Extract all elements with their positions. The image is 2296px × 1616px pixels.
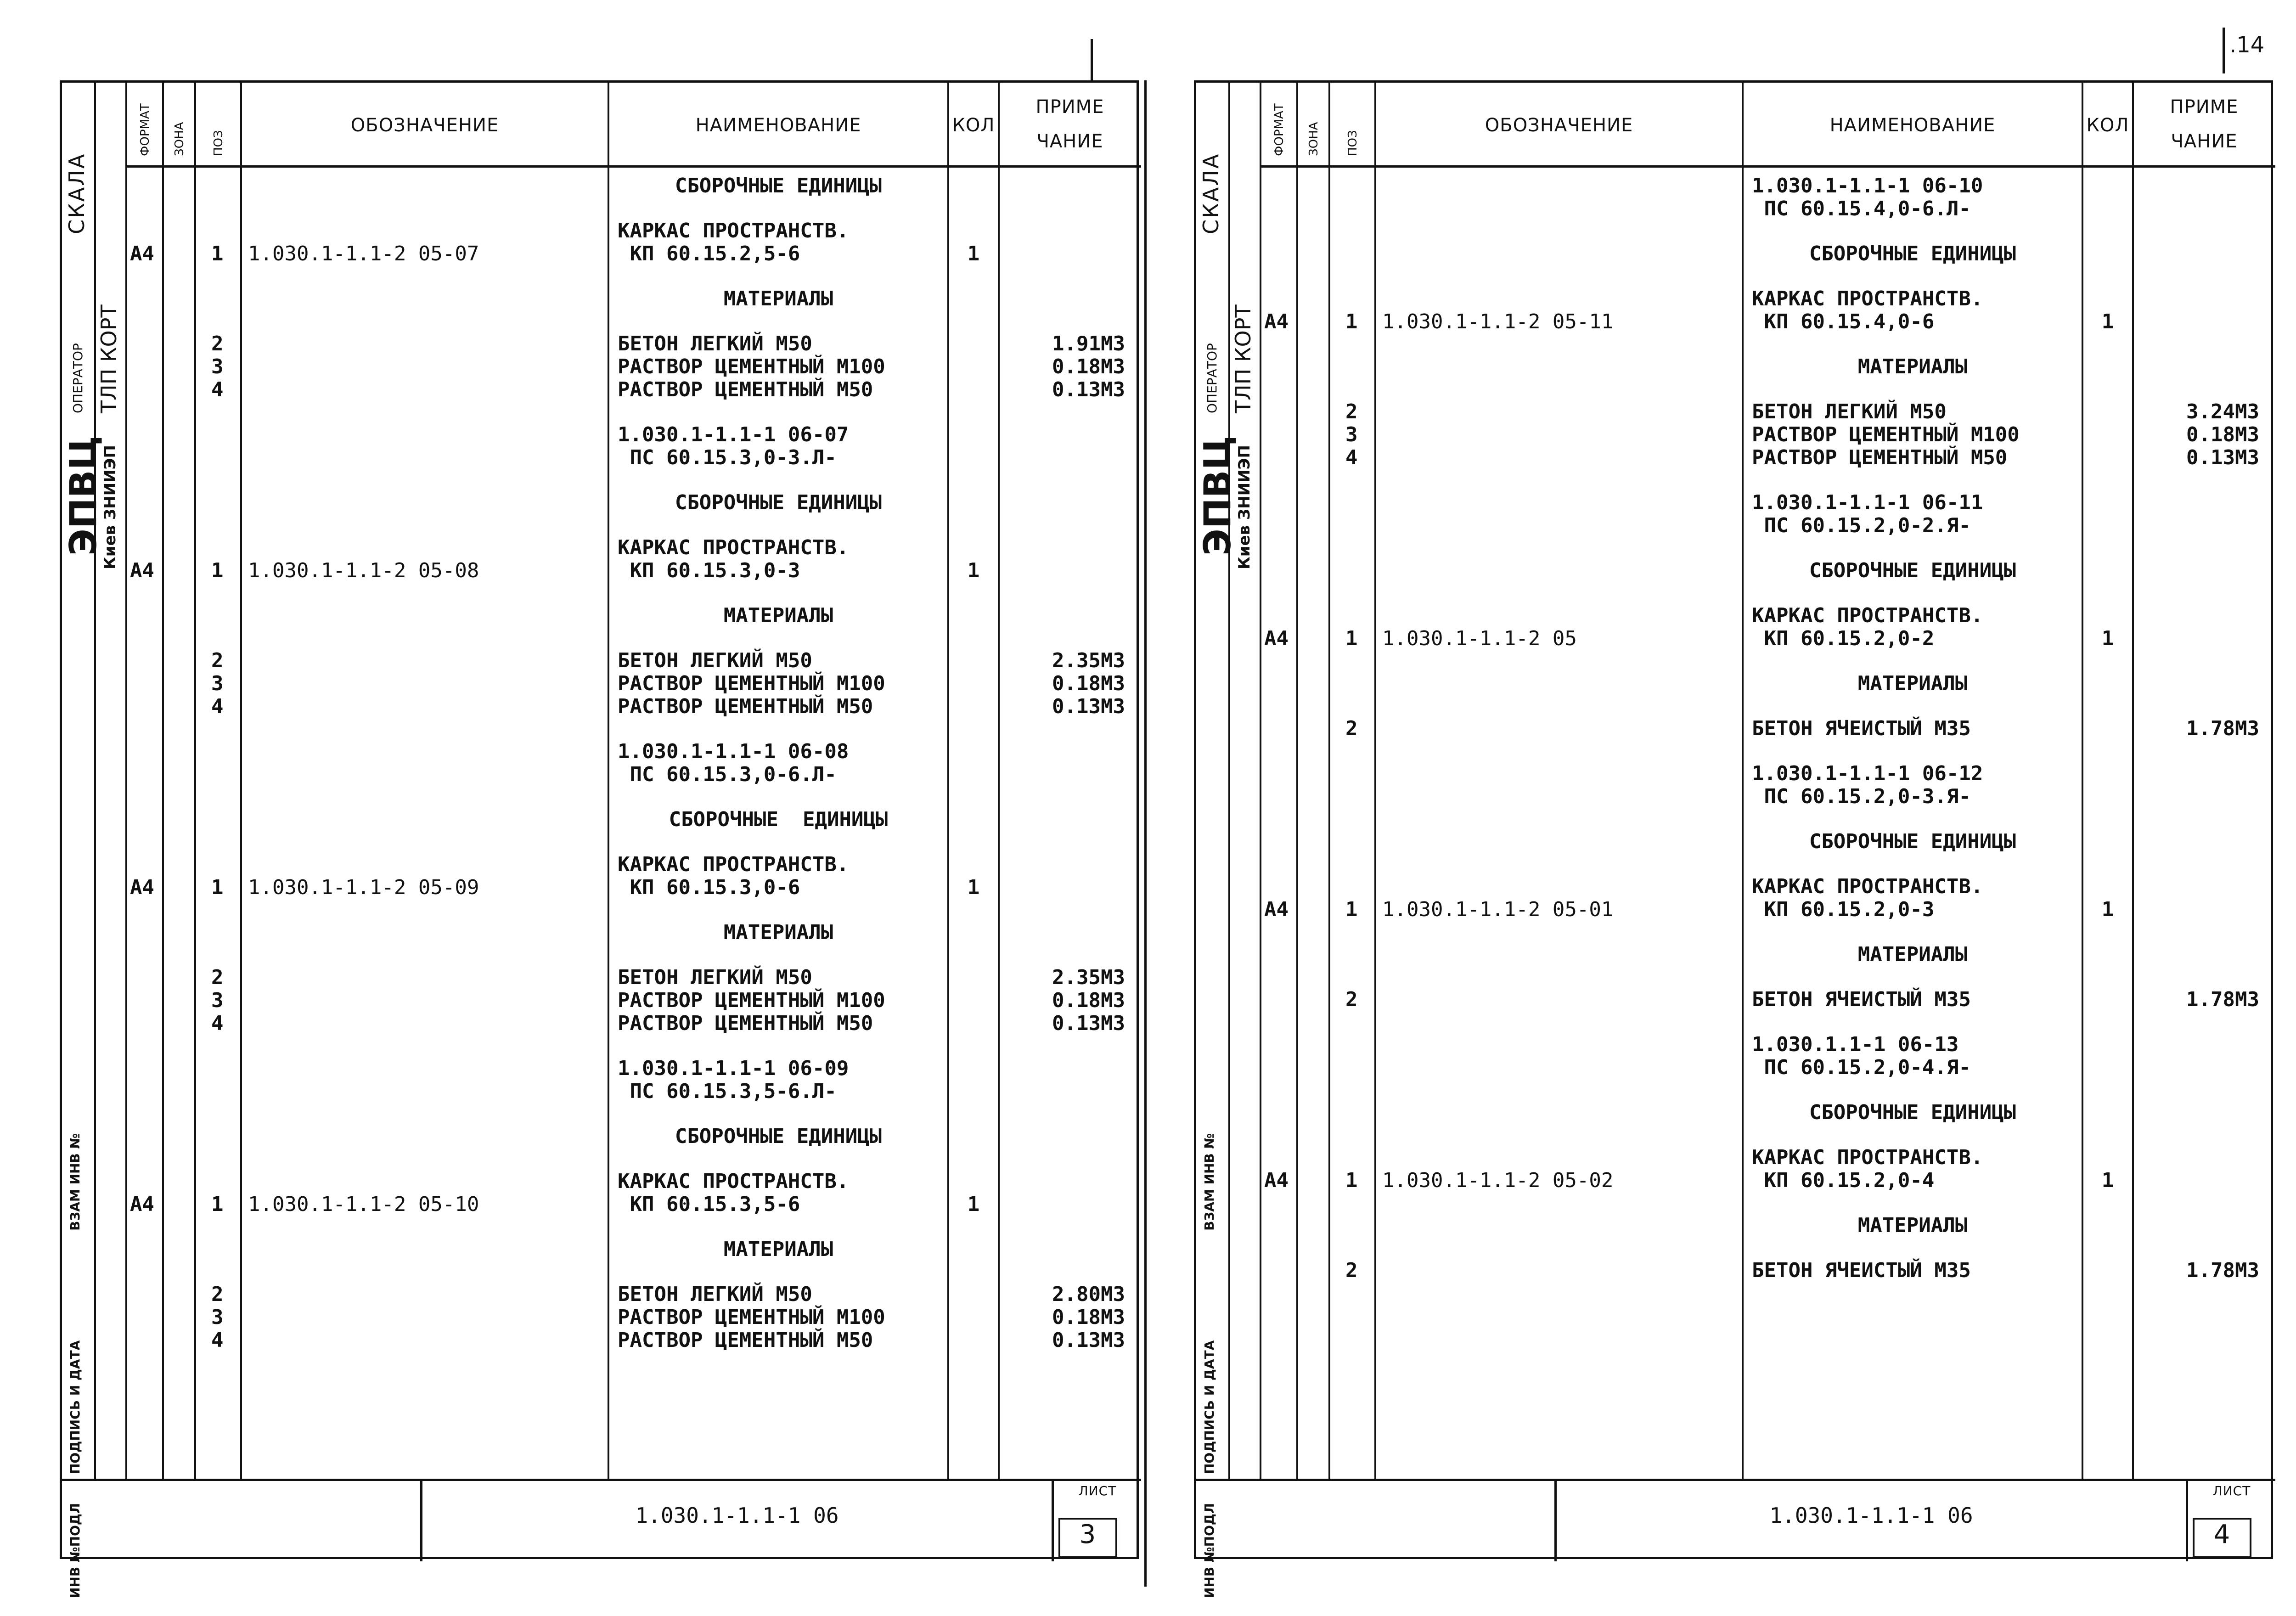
header-note-1: ПРИМЕ (1035, 96, 1104, 118)
cell-format: А4 (130, 876, 154, 899)
cell-format: А4 (130, 1193, 154, 1216)
section-heading: СБОРОЧНЫЕ ЕДИНИЦЫ (675, 1125, 882, 1148)
cell-pos: 1 (1345, 627, 1358, 650)
side-vzam: ВЗАМ ИНВ № (68, 1133, 83, 1231)
cell-note: 1.78М3 (2186, 717, 2259, 740)
cell-name: БЕТОН ЛЕГКИЙ М50 РАСТВОР ЦЕМЕНТНЫЙ М100 РАСТВОР ЦЕМЕНТНЫЙ М50 (1752, 400, 2020, 469)
cell-designation: 1.030.1-1.1-2 05-01 (1382, 898, 1614, 921)
side-podpis: ПОДПИСЬ И ДАТА (68, 1340, 83, 1474)
cell-name: БЕТОН ЯЧЕИСТЫЙ М35 (1752, 1259, 1971, 1282)
side-vzam: ВЗАМ ИНВ № (1202, 1133, 1217, 1231)
cell-pos: 2 3 4 (1345, 400, 1358, 469)
cell-name: 1.030.1-1.1-1 06-07 ПС 60.15.3,0-3.Л- (618, 423, 849, 469)
side-org: ЭПВЦ (1196, 436, 1239, 556)
side-inv: ИНВ №ПОДЛ (68, 1503, 83, 1598)
cell-name: КАРКАС ПРОСТРАНСТВ. КП 60.15.3,0-6 (618, 853, 849, 899)
cell-qty: 1 (967, 1193, 980, 1216)
cell-qty: 1 (967, 242, 980, 265)
cell-pos: 1 (211, 876, 224, 899)
side-skala: СКАЛА (1199, 152, 1223, 234)
column-rule (162, 83, 164, 1479)
footer-rule (62, 1479, 1141, 1481)
side-org: ЭПВЦ (62, 436, 105, 556)
cell-pos: 2 3 4 (211, 1283, 224, 1352)
cell-designation: 1.030.1-1.1-2 05-11 (1382, 310, 1614, 333)
cell-note: 1.78М3 (2186, 1259, 2259, 1282)
side-stamp-rule (94, 83, 96, 1479)
cell-format: А4 (130, 242, 154, 265)
side-skala: СКАЛА (64, 152, 89, 234)
header-note-1: ПРИМЕ (2170, 96, 2239, 118)
header-rule (1261, 165, 2275, 168)
cell-pos: 2 3 4 (211, 966, 224, 1035)
cell-designation: 1.030.1-1.1-2 05 (1382, 627, 1577, 650)
cell-name: 1.030.1-1.1-1 06-10 ПС 60.15.4,0-6.Л- (1752, 174, 1983, 220)
side-inv: ИНВ №ПОДЛ (1202, 1503, 1217, 1598)
side-stamp-rule (1228, 83, 1230, 1479)
column-rule (2132, 83, 2134, 1479)
cell-format: А4 (130, 559, 154, 582)
header-pos: ПОЗ (1346, 130, 1360, 156)
side-city: Киев ЗНИИЭП (1235, 445, 1254, 569)
section-heading: МАТЕРИАЛЫ (723, 604, 833, 627)
column-rule (1374, 83, 1376, 1479)
cell-pos: 2 (1345, 988, 1358, 1011)
cell-designation: 1.030.1-1.1-2 05-02 (1382, 1169, 1614, 1192)
header-format: ФОРМАТ (138, 103, 152, 156)
cell-qty: 1 (967, 559, 980, 582)
column-rule (1260, 83, 1261, 1479)
list-number: 4 (2193, 1518, 2251, 1558)
cell-name: КАРКАС ПРОСТРАНСТВ. КП 60.15.2,0-2 (1752, 604, 1983, 650)
cell-qty: 1 (967, 876, 980, 899)
cell-note: 3.24М3 0.18М3 0.13М3 (2186, 400, 2259, 469)
cell-note: 2.35М3 0.18М3 0.13М3 (1052, 649, 1125, 718)
page-number: .14 (2229, 32, 2265, 58)
section-heading: МАТЕРИАЛЫ (723, 1238, 833, 1261)
side-operator: ОПЕРАТОР (1204, 343, 1220, 413)
cell-name: КАРКАС ПРОСТРАНСТВ. КП 60.15.3,0-3 (618, 536, 849, 582)
cell-designation: 1.030.1-1.1-2 05-09 (248, 876, 479, 899)
cell-pos: 1 (211, 242, 224, 265)
document-code: 1.030.1-1.1-1 06 (1769, 1503, 1973, 1528)
cell-pos: 1 (1345, 1169, 1358, 1192)
cell-name: БЕТОН ЛЕГКИЙ М50 РАСТВОР ЦЕМЕНТНЫЙ М100 РАСТВОР ЦЕМЕНТНЫЙ М50 (618, 1283, 885, 1352)
header-designation: ОБОЗНАЧЕНИЕ (350, 115, 499, 136)
cell-pos: 2 (1345, 1259, 1358, 1282)
cell-format: А4 (1264, 898, 1289, 921)
cell-pos: 1 (1345, 310, 1358, 333)
cell-designation: 1.030.1-1.1-2 05-07 (248, 242, 479, 265)
column-rule (608, 83, 609, 1479)
cell-qty: 1 (2101, 627, 2114, 650)
section-heading: СБОРОЧНЫЕ ЕДИНИЦЫ (675, 491, 882, 514)
cell-name: БЕТОН ЛЕГКИЙ М50 РАСТВОР ЦЕМЕНТНЫЙ М100 РАСТВОР ЦЕМЕНТНЫЙ М50 (618, 649, 885, 718)
section-heading: СБОРОЧНЫЕ ЕДИНИЦЫ (675, 174, 882, 197)
side-tlp: ТЛП КОРТ (96, 304, 121, 413)
cell-name: 1.030.1-1.1-1 06-12 ПС 60.15.2,0-3.Я- (1752, 762, 1983, 808)
cell-pos: 2 (1345, 717, 1358, 740)
cell-designation: 1.030.1-1.1-2 05-08 (248, 559, 479, 582)
cell-pos: 1 (211, 1193, 224, 1216)
header-pos: ПОЗ (212, 130, 225, 156)
cell-note: 2.35М3 0.18М3 0.13М3 (1052, 966, 1125, 1035)
cell-name: КАРКАС ПРОСТРАНСТВ. КП 60.15.3,5-6 (618, 1170, 849, 1216)
side-city: Киев ЗНИИЭП (101, 445, 119, 569)
section-heading: МАТЕРИАЛЫ (1857, 355, 1968, 378)
page-number-tick (2223, 28, 2225, 73)
cell-name: 1.030.1.1-1 06-13 ПС 60.15.2,0-4.Я- (1752, 1033, 1971, 1079)
cell-qty: 1 (2101, 898, 2114, 921)
spec-sheet-1 (60, 80, 1139, 1598)
side-operator: ОПЕРАТОР (70, 343, 85, 413)
header-designation: ОБОЗНАЧЕНИЕ (1485, 115, 1633, 136)
cell-name: БЕТОН ЯЧЕИСТЫЙ М35 (1752, 988, 1971, 1011)
column-rule (2082, 83, 2083, 1479)
side-tlp: ТЛП КОРТ (1231, 304, 1255, 413)
header-format: ФОРМАТ (1272, 103, 1286, 156)
cell-pos: 2 3 4 (211, 649, 224, 718)
cell-name: БЕТОН ЛЕГКИЙ М50 РАСТВОР ЦЕМЕНТНЫЙ М100 РАСТВОР ЦЕМЕНТНЫЙ М50 (618, 332, 885, 401)
list-label: ЛИСТ (1078, 1483, 1117, 1498)
section-heading: СБОРОЧНЫЕ ЕДИНИЦЫ (1809, 242, 2016, 265)
header-note-2: ЧАНИЕ (1036, 131, 1103, 152)
cell-name: 1.030.1-1.1-1 06-08 ПС 60.15.3,0-6.Л- (618, 740, 849, 786)
cell-pos: 1 (211, 559, 224, 582)
section-heading: МАТЕРИАЛЫ (1857, 1214, 1968, 1237)
cell-name: КАРКАС ПРОСТРАНСТВ. КП 60.15.2,5-6 (618, 219, 849, 265)
column-rule (1296, 83, 1298, 1479)
footer-rule (1196, 1479, 2275, 1481)
list-number: 3 (1058, 1518, 1117, 1558)
document-code: 1.030.1-1.1-1 06 (635, 1503, 839, 1528)
cell-format: А4 (1264, 310, 1289, 333)
cell-name: КАРКАС ПРОСТРАНСТВ. КП 60.15.4,0-6 (1752, 287, 1983, 333)
side-podpis: ПОДПИСЬ И ДАТА (1202, 1340, 1217, 1474)
cell-name: 1.030.1-1.1-1 06-09 ПС 60.15.3,5-6.Л- (618, 1057, 849, 1103)
column-rule (998, 83, 1000, 1479)
column-rule (125, 83, 127, 1479)
cell-format: А4 (1264, 627, 1289, 650)
spec-sheet-2 (1194, 80, 2273, 1598)
cell-qty: 1 (2101, 310, 2114, 333)
cell-name: БЕТОН ЯЧЕИСТЫЙ М35 (1752, 717, 1971, 740)
cell-name: БЕТОН ЛЕГКИЙ М50 РАСТВОР ЦЕМЕНТНЫЙ М100 РАСТВОР ЦЕМЕНТНЫЙ М50 (618, 966, 885, 1035)
cell-name: КАРКАС ПРОСТРАНСТВ. КП 60.15.2,0-3 (1752, 875, 1983, 921)
header-zone: ЗОНА (1307, 122, 1321, 156)
cell-qty: 1 (2101, 1169, 2114, 1192)
section-heading: СБОРОЧНЫЕ ЕДИНИЦЫ (669, 808, 888, 831)
cell-designation: 1.030.1-1.1-2 05-10 (248, 1193, 479, 1216)
cell-note: 2.80М3 0.18М3 0.13М3 (1052, 1283, 1125, 1352)
header-rule (126, 165, 1141, 168)
column-rule (240, 83, 242, 1479)
section-heading: МАТЕРИАЛЫ (723, 921, 833, 944)
column-rule (1742, 83, 1744, 1479)
header-zone: ЗОНА (173, 122, 186, 156)
cell-note: 1.78М3 (2186, 988, 2259, 1011)
cell-pos: 2 3 4 (211, 332, 224, 401)
section-heading: МАТЕРИАЛЫ (1857, 943, 1968, 966)
column-rule (1328, 83, 1330, 1479)
section-heading: МАТЕРИАЛЫ (1857, 672, 1968, 695)
column-rule (947, 83, 949, 1479)
cell-pos: 1 (1345, 898, 1358, 921)
section-heading: МАТЕРИАЛЫ (723, 287, 833, 310)
column-rule (194, 83, 196, 1479)
cell-format: А4 (1264, 1169, 1289, 1192)
cell-name: 1.030.1-1.1-1 06-11 ПС 60.15.2,0-2.Я- (1752, 491, 1983, 537)
section-heading: СБОРОЧНЫЕ ЕДИНИЦЫ (1809, 559, 2016, 582)
header-name: НАИМЕНОВАНИЕ (695, 115, 861, 136)
cell-name: КАРКАС ПРОСТРАНСТВ. КП 60.15.2,0-4 (1752, 1146, 1983, 1192)
section-heading: СБОРОЧНЫЕ ЕДИНИЦЫ (1809, 830, 2016, 853)
header-name: НАИМЕНОВАНИЕ (1829, 115, 1996, 136)
header-qty: КОЛ (2086, 115, 2129, 136)
header-note-2: ЧАНИЕ (2171, 131, 2238, 152)
cell-note: 1.91М3 0.18М3 0.13М3 (1052, 332, 1125, 401)
header-qty: КОЛ (952, 115, 995, 136)
section-heading: СБОРОЧНЫЕ ЕДИНИЦЫ (1809, 1101, 2016, 1124)
list-label: ЛИСТ (2212, 1483, 2251, 1498)
top-tick (1091, 39, 1093, 80)
binding-line (1144, 80, 1147, 1587)
